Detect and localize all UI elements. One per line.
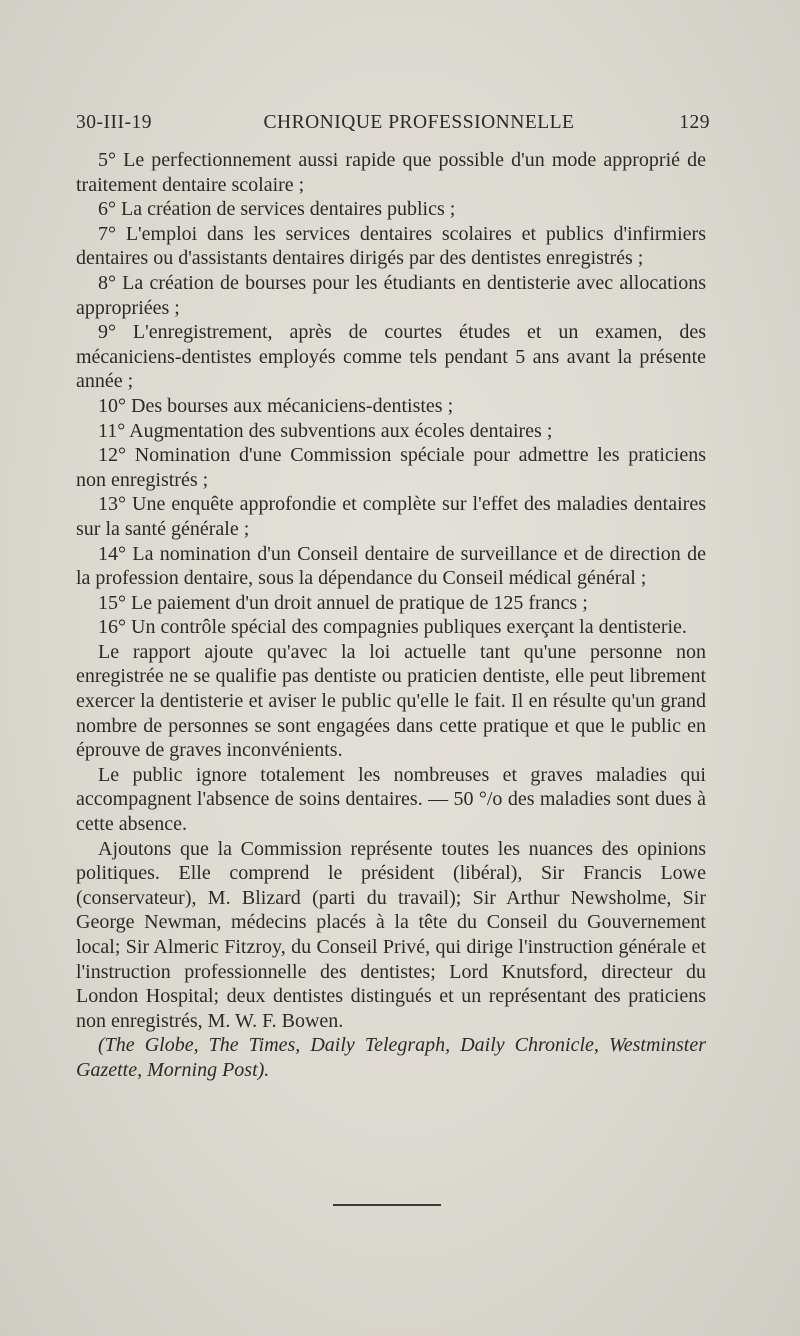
running-header bbox=[76, 112, 710, 142]
paragraph: 8° La création de bourses pour les étudiants en dentisterie avec allocations appropriées ; bbox=[76, 271, 706, 319]
paragraph: 11° Augmentation des subventions aux écoles dentaires ; bbox=[98, 419, 553, 442]
paragraph: 12° Nomination d'une Commission spéciale pour admettre les praticiens non enregistrés ; bbox=[76, 444, 706, 491]
paragraph: 14° La nomination d'un Conseil dentaire de surveillance et de direction de la profession dentaire, sous la dépendance du Conseil médical général ; bbox=[76, 542, 706, 590]
page-number: 129 bbox=[679, 112, 710, 133]
header-date: 30-III-19 bbox=[76, 112, 152, 133]
paragraph: 9° L'enregistrement, après de courtes études et un examen, des mécaniciens-dentistes employés comme tels pendant 5 ans avant la présente année ; bbox=[76, 321, 706, 393]
paragraph: Ajoutons que la Commission représente toutes les nuances des opinions politiques. Elle comprend le président (libéral), Sir Francis Lowe (conservateur), M. Blizard (parti du travail); Sir Arthur Newsholme, Sir George Newman, médecins placés à la tête du Conseil du Gouvernement local; Sir Almeric Fitzroy, du Conseil Privé, qui dirige l'instruction générale et l'instruction professionnelle des dentistes; Lord Knutsford, directeur du London Hospital; deux dentistes distingués et un représentant des praticiens non enregistrés, M. W. F. Bowen. bbox=[76, 837, 706, 1032]
source-citation: (The Globe, The Times, Daily Telegraph, Daily Chronicle, Westminster Gazette, Morning Post). bbox=[76, 1034, 706, 1081]
paragraph: 6° La création de services dentaires publics ; bbox=[98, 198, 456, 221]
paragraph: 16° Un contrôle spécial des compagnies publiques exerçant la dentisterie. bbox=[98, 616, 687, 639]
header-title: CHRONIQUE PROFESSIONNELLE bbox=[263, 112, 575, 133]
paragraph: 13° Une enquête approfondie et complète sur l'effet des maladies dentaires sur la santé générale ; bbox=[76, 493, 706, 540]
paragraph: 7° L'emploi dans les services dentaires scolaires et publics d'infirmiers dentaires ou d'assistants dentaires dirigés par des dentistes enregistrés ; bbox=[76, 222, 706, 270]
closing-rule bbox=[333, 1204, 441, 1206]
paragraph: Le rapport ajoute qu'avec la loi actuelle tant qu'une personne non enregistrée ne se qualifie pas dentiste ou praticien dentiste, elle peut librement exercer la dentisterie et aviser le public qu'elle le fait. Il en résulte qu'un grand nombre de personnes se sont engagées dans cette pratique et que le public en éprouve de graves inconvénients. bbox=[76, 640, 706, 762]
page-body bbox=[76, 148, 706, 1083]
paragraph: Le public ignore totalement les nombreuses et graves maladies qui accompagnent l'absence de soins dentaires. — 50 °/o des maladies sont dues à cette absence. bbox=[76, 763, 706, 836]
paragraph: 15° Le paiement d'un droit annuel de pratique de 125 francs ; bbox=[98, 591, 588, 614]
paragraph: 10° Des bourses aux mécaniciens-dentistes ; bbox=[98, 394, 454, 417]
paragraph: 5° Le perfectionnement aussi rapide que possible d'un mode approprié de traitement dentaire scolaire ; bbox=[76, 149, 706, 196]
